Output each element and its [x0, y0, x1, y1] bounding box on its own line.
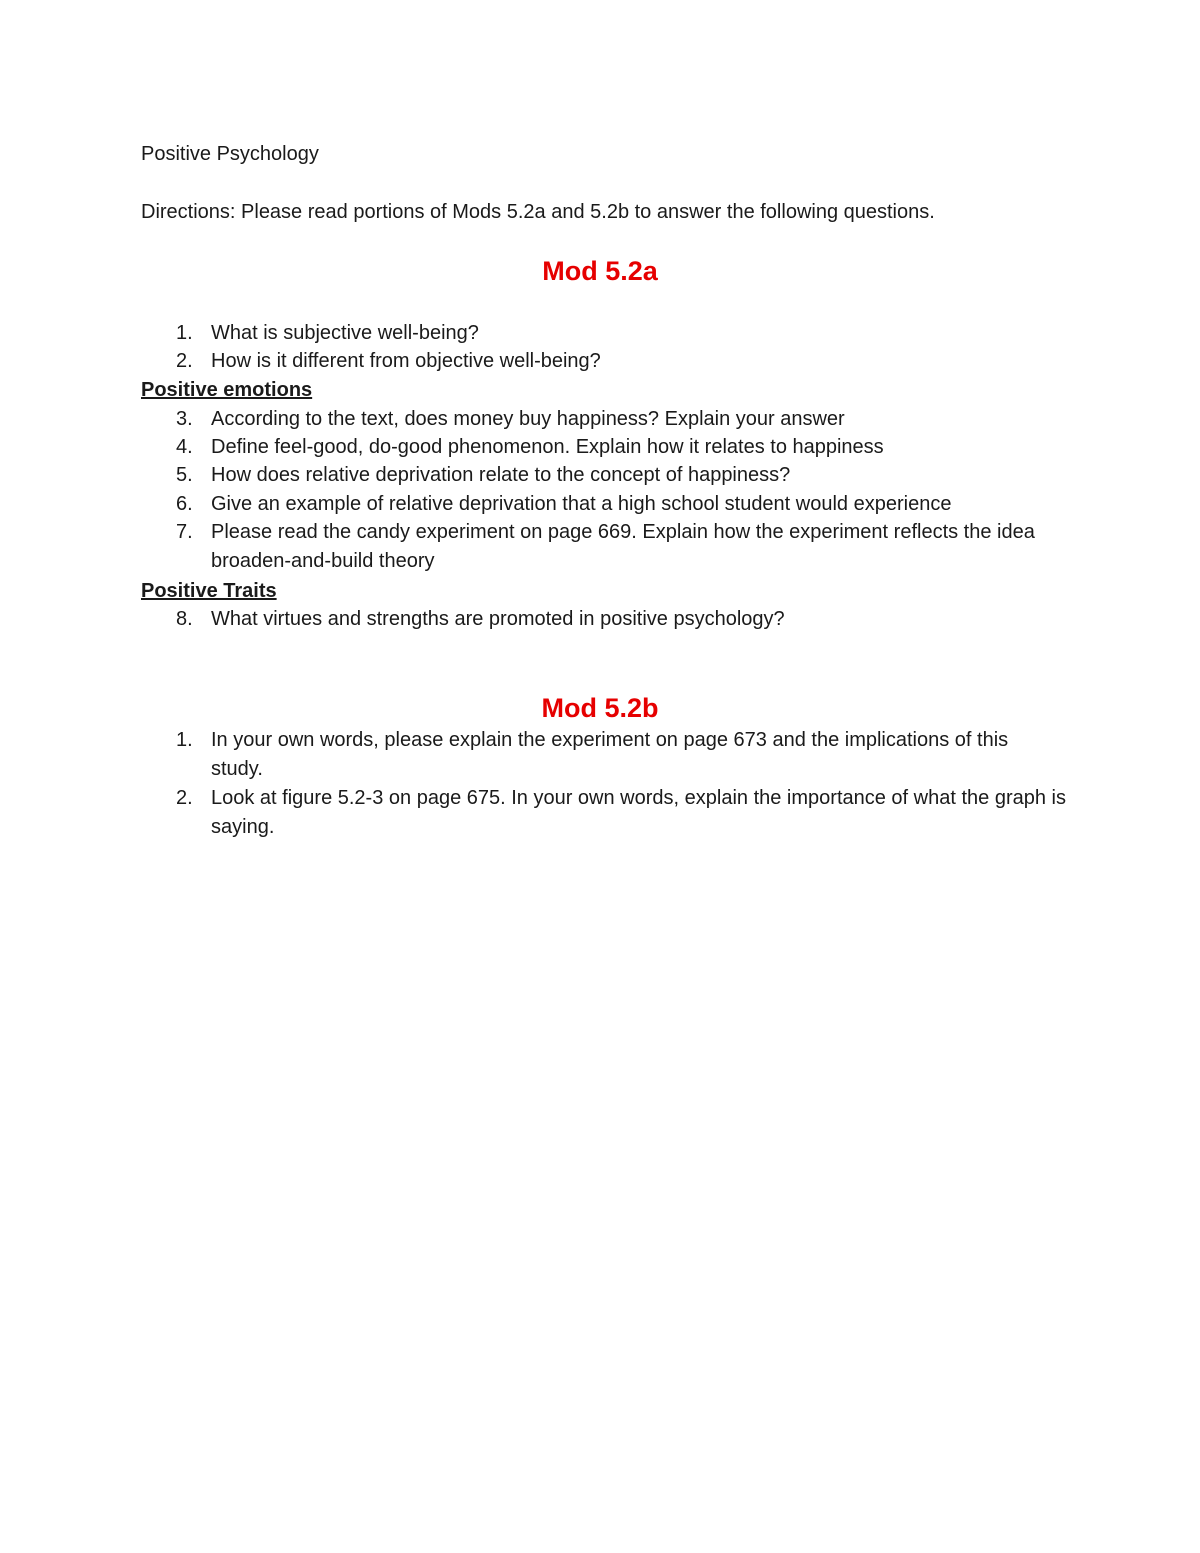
question-number: 1.: [176, 729, 193, 751]
question-text: In your own words, please explain the experiment on page 673 and the implications of this study.: [211, 729, 1009, 780]
question-number: 2.: [176, 787, 193, 809]
question-number: 6.: [176, 493, 193, 515]
question-number: 1.: [176, 322, 193, 344]
question-text: Give an example of relative deprivation that a high school student would experience: [211, 493, 952, 515]
question-text: Define feel-good, do-good phenomenon. Explain how it relates to happiness: [211, 436, 884, 458]
question-number: 4.: [176, 436, 193, 458]
positive-emotions-heading: Positive emotions: [141, 379, 313, 401]
question-text: How is it different from objective well-being?: [211, 350, 601, 372]
question-number: 7.: [176, 521, 193, 543]
question-number: 5.: [176, 464, 193, 486]
positive-traits-heading: Positive Traits: [141, 580, 277, 602]
document-title: Positive Psychology: [141, 143, 319, 165]
question-text: Look at figure 5.2-3 on page 675. In your own words, explain the importance of what the graph is saying.: [211, 787, 1066, 838]
question-number: 3.: [176, 408, 193, 430]
question-text: According to the text, does money buy happiness? Explain your answer: [211, 408, 845, 430]
directions-text: Directions: Please read portions of Mods 5.2a and 5.2b to answer the following questions.: [141, 201, 935, 223]
question-text: Please read the candy experiment on page 669. Explain how the experiment reflects the idea broaden-and-build theory: [211, 521, 1035, 572]
question-number: 8.: [176, 608, 193, 630]
question-text: How does relative deprivation relate to the concept of happiness?: [211, 464, 791, 486]
question-text: What virtues and strengths are promoted in positive psychology?: [211, 608, 785, 630]
question-number: 2.: [176, 350, 193, 372]
mod-5-2a-heading: Mod 5.2a: [542, 256, 658, 286]
question-text: What is subjective well-being?: [211, 322, 479, 344]
mod-5-2b-heading: Mod 5.2b: [541, 693, 659, 723]
